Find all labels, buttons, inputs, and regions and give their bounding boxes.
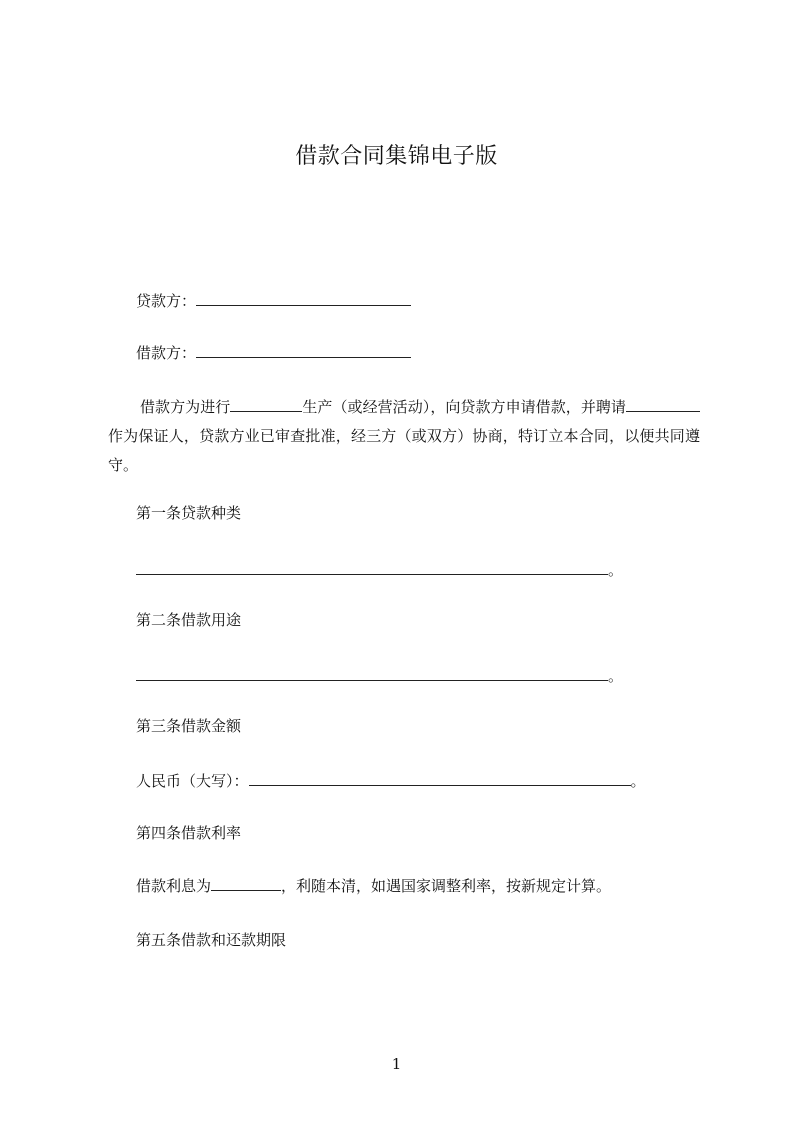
- borrower-line: [136, 343, 411, 363]
- intro-blank-project[interactable]: [230, 399, 302, 412]
- intro-paragraph: [108, 393, 700, 480]
- article-3-period: 。: [630, 772, 646, 790]
- article-3-heading: 第三条借款金额: [136, 717, 242, 735]
- article-1-period: 。: [608, 561, 624, 579]
- article-4-heading: 第四条借款利率: [136, 824, 242, 842]
- borrower-label: 借款方：: [136, 344, 197, 362]
- article-3-blank[interactable]: [249, 771, 631, 786]
- article-1-blank[interactable]: [136, 560, 608, 575]
- article-2-period: 。: [608, 667, 624, 685]
- article-5-heading: 第五条借款和还款期限: [136, 931, 287, 949]
- article-2-blank[interactable]: [136, 666, 608, 681]
- borrower-blank[interactable]: [196, 343, 411, 358]
- page-number: 1: [391, 1055, 402, 1073]
- intro-text-1: 借款方为进行: [140, 398, 231, 416]
- article-2-heading: 第二条借款用途: [136, 611, 242, 629]
- intro-blank-guarantor[interactable]: [626, 399, 676, 412]
- article-4-text-1: 借款利息为: [136, 877, 212, 895]
- intro-text-2: 生产（或经营活动），向贷款方申请借款，并聘请: [302, 398, 626, 416]
- article-3-line: [136, 771, 646, 791]
- article-3-label: 人民币（大写）：: [136, 772, 249, 790]
- lender-blank[interactable]: [196, 291, 411, 306]
- article-1-line: [136, 560, 623, 580]
- intro-text-3: 作为保证人，贷款方业已审查批准，经三方（或双方）协商，特订立本合同，以便共同遵守。: [108, 427, 700, 474]
- intro-blank-guarantor-cont[interactable]: [676, 399, 700, 412]
- document-title: 借款合同集锦电子版: [295, 144, 498, 169]
- article-2-line: [136, 666, 623, 686]
- article-1-heading: 第一条贷款种类: [136, 504, 242, 522]
- article-4-blank[interactable]: [211, 876, 281, 891]
- lender-line: [136, 291, 411, 311]
- lender-label: 贷款方：: [136, 292, 197, 310]
- article-4-line: [136, 876, 611, 896]
- article-4-text-2: ，利随本清，如遇国家调整利率，按新规定计算。: [281, 877, 612, 895]
